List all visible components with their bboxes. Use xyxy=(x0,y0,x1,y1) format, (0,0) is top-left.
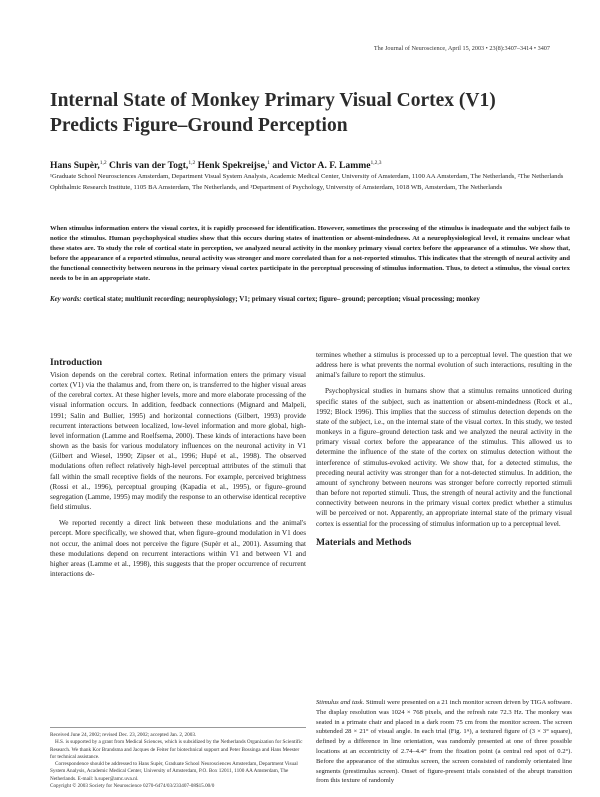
keywords-list: cortical state; multiunit recording; neurophysiology; V1; primary visual cortex; figure– ground; perception; visual processing; monkey xyxy=(81,296,480,303)
abstract: When stimulus information enters the visual cortex, it is rapidly processed for identification. However, sometimes the processing of the stimulus is inadequate and the subject fails to notice the stimulus. Human psychophysical studies show that this occurs during states of inattention or absent-mindedness. At a neurophysiological level, it remains unclear what these states are. To study the role of cortical state in perception, we analyzed neural activity in the monkey primary visual cortex before the appearance of a stimulus. We show that, before the appearance of a reported stimulus, neural activity was stronger and more correlated than for a not-reported stimulus. This indicates that the strength of neural activity and the functional connectivity between neurons in the primary visual cortex participate in the perceptual processing of stimulus information. Thus, to detect a stimulus, the visual cortex needs to be in an appropriate state. xyxy=(50,225,570,282)
author-name: Henk Spekreijse, xyxy=(195,160,268,172)
funding-note: H.S. is supported by a grant from Medical Sciences, which is subsidized by the Netherlands Organization for Scientific Research. We thank Kor Brandsma and Jacques de Feiter for biotechnical support and Peter Bossinga and Hans Meester for technical assistance. xyxy=(50,739,303,760)
title-line-2: Predicts Figure–Ground Perception xyxy=(50,115,348,136)
author-name: and Victor A. F. Lamme xyxy=(269,160,371,172)
left-column xyxy=(50,357,306,579)
author-list xyxy=(50,157,570,172)
introduction-heading: Introduction xyxy=(50,357,103,368)
title-line-1: Internal State of Monkey Primary Visual Cortex (V1) xyxy=(50,90,496,111)
footnote-divider xyxy=(50,727,306,728)
article-title xyxy=(50,88,570,138)
right-column xyxy=(316,350,572,552)
methods-text: Stimuli were presented on a 21 inch monitor screen driven by TIGA software. The display resolution was 1024 × 768 pixels, and the refresh rate 72.3 Hz. The monkey was seated in a primate chair and placed in a dark room 75 cm from the monitor screen. The screen subtended 28 × 21° of visual angle. In each trial (Fig. 1ᴬ), a textured figure of (3 × 3° square), defined by a difference in line orientation, was randomly presented at one of three possible locations at an eccentricity of 2.74–4.4° from the fixation point (a central red spot of 0.2°). Before the appearance of the stimulus screen, the screen consisted of randomly orientated line segments (prestimulus screen). Onset of figure-present trials consisted of the abrupt transition from this texture of randomly xyxy=(316,699,572,785)
affiliations: ¹Graduate School Neurosciences Amsterdam, Department Visual System Analysis, Academic Medical Center, University of Amsterdam, 1100 AA Amsterdam, The Netherlands, ²The Netherlands Ophthalmic Research Institute, 1105 BA Amsterdam, The Netherlands, and ³Department of Psychology, University of Amsterdam, 1018 WB, Amsterdam, The Netherlands xyxy=(50,173,564,192)
author-affil-mark: 1,2 xyxy=(99,160,107,166)
correspondence-note: Correspondence should be addressed to Hans Supèr, Graduate School Neurosciences Amsterdam, Department Visual System Analysis, Academic Medical Center, University of Amsterdam, P.O. Box 12011, 1100 AA Amsterdam, The Netherlands. E-mail: h.super@amc.uva.nl. xyxy=(50,761,298,782)
author-name: Chris van der Togt, xyxy=(106,160,189,172)
author-name: Hans Supèr, xyxy=(50,160,100,172)
methods-subheading: Stimulus and task. xyxy=(316,699,365,706)
intro-paragraph-2: We reported recently a direct link between these modulations and the animal's percept. More specifically, we showed that, when figure–ground modulation in V1 does not occur, the animal does not perceive the figure (Supèr et al., 2001). Assuming that these modulations depend on recurrent interactions within V1 and between V1 and higher areas (Lamme et al., 1998), this suggests that the proper occurrence of recurrent interactions de- xyxy=(50,519,306,578)
received-dates: Received June 24, 2002; revised Dec. 23, 2002; accepted Jan. 2, 2003. xyxy=(50,732,197,738)
keywords-label: Key words: xyxy=(50,296,82,303)
footnotes xyxy=(50,732,306,790)
intro-paragraph-4: Psychophysical studies in humans show that a stimulus remains unnoticed during specific states of the subject, such as inattention or absent-mindedness (Rock et al., 1992; Block 1996). This implies that the success of stimulus detection depends on the state of the subject, i.e., on the internal state of the visual cortex. In this study, we tested monkeys in a figure–ground detection task and we analyzed the neural activity in the primary visual cortex before the appearance of the stimulus. This allowed us to determine the influence of the state of the cortex on stimulus detection without the interference of stimulus-evoked activity. We show that, for a detected stimulus, the preceding neural activity was stronger than for a not-detected stimulus. In addition, the amount of synchrony between neurons was stronger before correctly reported stimuli than before not reported stimuli. Thus, the strength of neural activity and the functional connectivity between neurons in the primary visual cortex predict whether a stimulus will be perceived or not. Apparently, an appropriate internal state of the primary visual cortex is essential for the processing of stimulus information up to a perceptual level. xyxy=(316,387,572,528)
running-head: The Journal of Neuroscience, April 15, 2003 • 23(8):3407–3414 • 3407 xyxy=(373,45,550,52)
copyright-note: Copyright © 2003 Society for Neuroscience 0270-6474/03/233407-08$15.00/0 xyxy=(50,783,215,790)
methods-paragraph xyxy=(316,698,572,786)
author-affil-mark: 1,2 xyxy=(188,160,196,166)
intro-paragraph-1: Vision depends on the cerebral cortex. Retinal information enters the primary visual cortex (V1) via the thalamus and, from there on, is transferred to the higher visual areas of the cerebral cortex. At these higher levels, more and more elaborate processing of the visual information occurs. In addition, feedback connections (Mignard and Malpeli, 1991; Salin and Bullier, 1995) and horizontal connections (Gilbert, 1993) provide recurrent interactions between localized, low-level information and more global, high-level information (Lamme and Roelfsema, 2000). These kinds of interactions have been shown as the basis for various modulatory influences on the neuronal activity in V1 (Gilbert and Wiesel, 1990; Zipser et al., 1996; Hupé et al., 1998). The observed modulations often reflect relatively high-level perceptual attributes of the stimuli that fall within the small receptive fields of the neurons. For example, perceived brightness (Rossi et al., 1996), perceptual grouping (Kapadia et al., 1995), or figure–ground segregation (Lamme, 1995) may modify the response to an otherwise identical receptive field stimulus. xyxy=(50,371,306,512)
intro-paragraph-3: termines whether a stimulus is processed up to a perceptual level. The question that we address here is what prevents the normal evolution of such interactions, resulting in the animal's failure to report the stimulus. xyxy=(316,351,572,380)
author-affil-mark: 1 xyxy=(267,160,270,166)
keywords xyxy=(50,295,570,306)
author-affil-mark: 1,2,3 xyxy=(370,160,382,166)
methods-heading: Materials and Methods xyxy=(316,536,412,548)
